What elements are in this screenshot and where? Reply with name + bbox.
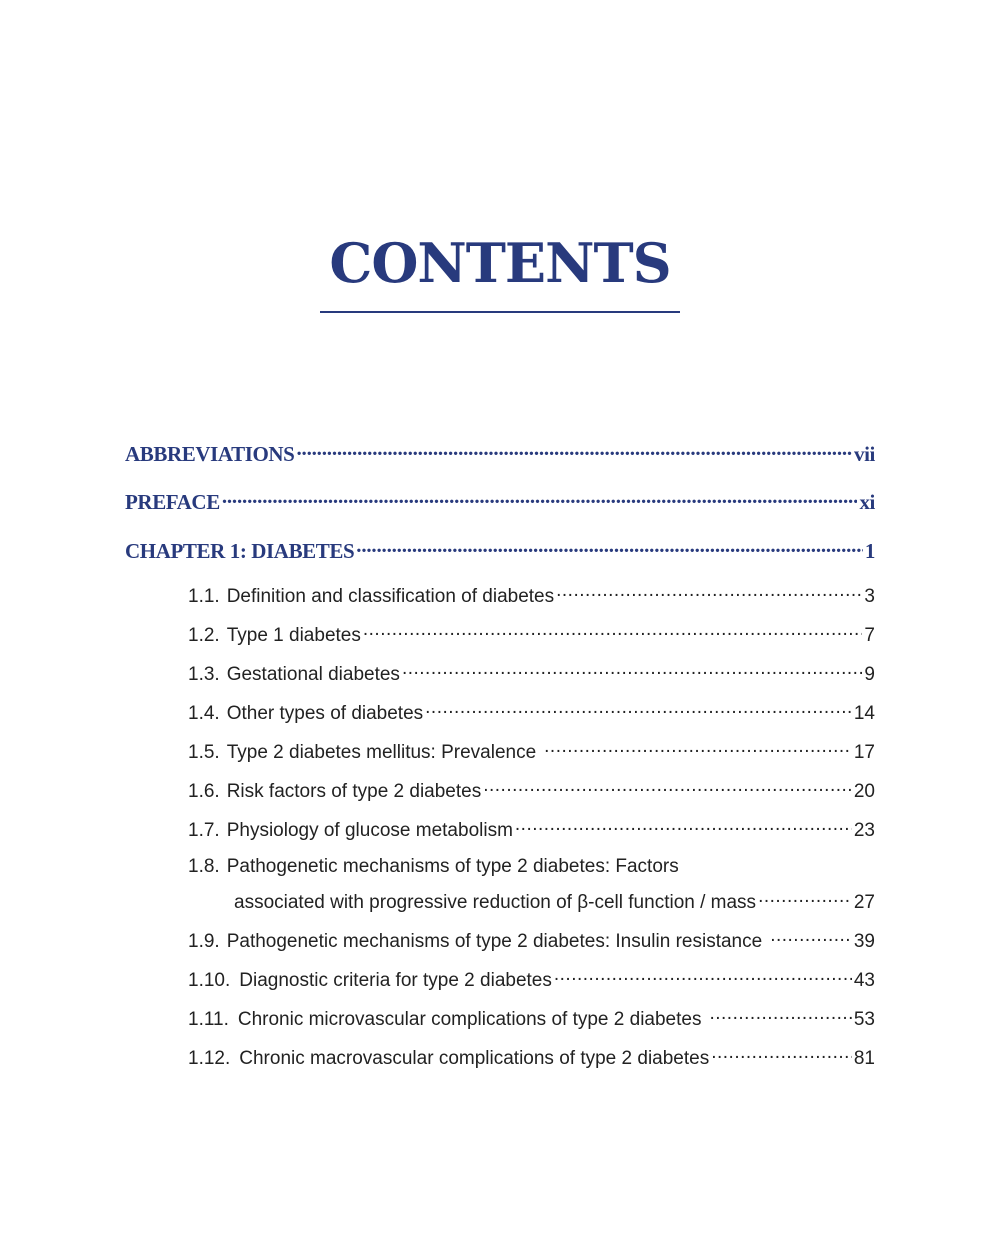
dot-leader xyxy=(556,583,862,602)
section-page: 53 xyxy=(853,1009,875,1030)
toc-entry-label: ABBREVIATIONS xyxy=(125,442,295,466)
section-number: 1.7. xyxy=(188,820,220,841)
section-label: Gestational diabetes xyxy=(226,664,400,685)
toc-section-1-8-line1[interactable] xyxy=(188,856,679,878)
section-page: 20 xyxy=(853,781,875,802)
section-label: Type 2 diabetes mellitus: Prevalence xyxy=(226,742,537,763)
section-label: Physiology of glucose metabolism xyxy=(226,820,513,841)
dot-leader xyxy=(222,488,858,509)
section-number: 1.3. xyxy=(188,664,220,685)
dot-leader xyxy=(758,889,852,908)
section-page: 23 xyxy=(853,820,875,841)
section-label-continued: associated with progressive reduction of β-cell function / mass xyxy=(234,892,757,913)
dot-leader xyxy=(296,440,852,461)
dot-leader xyxy=(483,778,852,797)
toc-entry-page: 1 xyxy=(864,539,875,563)
toc-entry-page: vii xyxy=(854,442,875,466)
section-page: 27 xyxy=(853,892,875,913)
section-number: 1.11. xyxy=(188,1009,229,1030)
toc-entry-preface[interactable] xyxy=(125,488,875,515)
page-title: CONTENTS xyxy=(329,231,671,295)
dot-leader xyxy=(363,622,863,641)
dot-leader xyxy=(402,661,862,680)
section-page: 43 xyxy=(853,970,875,991)
dot-leader xyxy=(764,928,852,947)
section-page: 14 xyxy=(853,703,875,724)
toc-section-1-3[interactable] xyxy=(188,661,875,686)
section-label: Pathogenetic mechanisms of type 2 diabetes: Factors xyxy=(226,856,679,877)
toc-section-1-7[interactable] xyxy=(188,817,875,842)
toc-section-1-2[interactable] xyxy=(188,622,875,647)
section-label: Other types of diabetes xyxy=(226,703,424,724)
toc-entry-label: CHAPTER 1: DIABETES xyxy=(125,539,355,563)
toc-section-1-5[interactable] xyxy=(188,739,875,764)
section-page: 7 xyxy=(864,625,875,646)
section-label: Diagnostic criteria for type 2 diabetes xyxy=(239,970,552,991)
section-number: 1.10. xyxy=(188,970,231,991)
title-underline xyxy=(320,311,680,313)
toc-entry-label: PREFACE xyxy=(125,490,220,514)
toc-section-1-4[interactable] xyxy=(188,700,875,725)
section-page: 39 xyxy=(853,931,875,952)
section-number: 1.1. xyxy=(188,586,220,607)
section-number: 1.9. xyxy=(188,931,220,952)
dot-leader xyxy=(356,537,863,558)
section-label: Definition and classification of diabetes xyxy=(226,586,555,607)
section-label: Pathogenetic mechanisms of type 2 diabetes: Insulin resistance xyxy=(226,931,763,952)
dot-leader xyxy=(538,739,852,758)
section-label: Chronic macrovascular complications of type 2 diabetes xyxy=(239,1048,710,1069)
toc-section-1-6[interactable] xyxy=(188,778,875,803)
toc-section-1-11[interactable] xyxy=(188,1006,875,1031)
toc-section-1-1[interactable] xyxy=(188,583,875,608)
toc-section-1-10[interactable] xyxy=(188,967,875,992)
section-page: 3 xyxy=(864,586,875,607)
toc-section-1-12[interactable] xyxy=(188,1045,875,1070)
section-number: 1.4. xyxy=(188,703,220,724)
section-label: Chronic microvascular complications of type 2 diabetes xyxy=(237,1009,702,1030)
section-label: Risk factors of type 2 diabetes xyxy=(226,781,482,802)
dot-leader xyxy=(515,817,852,836)
section-number: 1.5. xyxy=(188,742,220,763)
dot-leader xyxy=(711,1045,852,1064)
dot-leader xyxy=(703,1006,851,1025)
section-number: 1.8. xyxy=(188,856,220,877)
section-number: 1.2. xyxy=(188,625,220,646)
toc-entry-page: xi xyxy=(859,490,875,514)
toc-section-1-8-line2[interactable] xyxy=(234,889,875,914)
section-number: 1.6. xyxy=(188,781,220,802)
section-label: Type 1 diabetes xyxy=(226,625,361,646)
section-page: 9 xyxy=(864,664,875,685)
section-number: 1.12. xyxy=(188,1048,231,1069)
section-page: 17 xyxy=(853,742,875,763)
toc-entry-abbreviations[interactable] xyxy=(125,440,875,467)
dot-leader xyxy=(425,700,852,719)
dot-leader xyxy=(554,967,852,986)
section-page: 81 xyxy=(853,1048,875,1069)
toc-entry-chapter-1[interactable] xyxy=(125,537,875,564)
toc-section-1-9[interactable] xyxy=(188,928,875,953)
